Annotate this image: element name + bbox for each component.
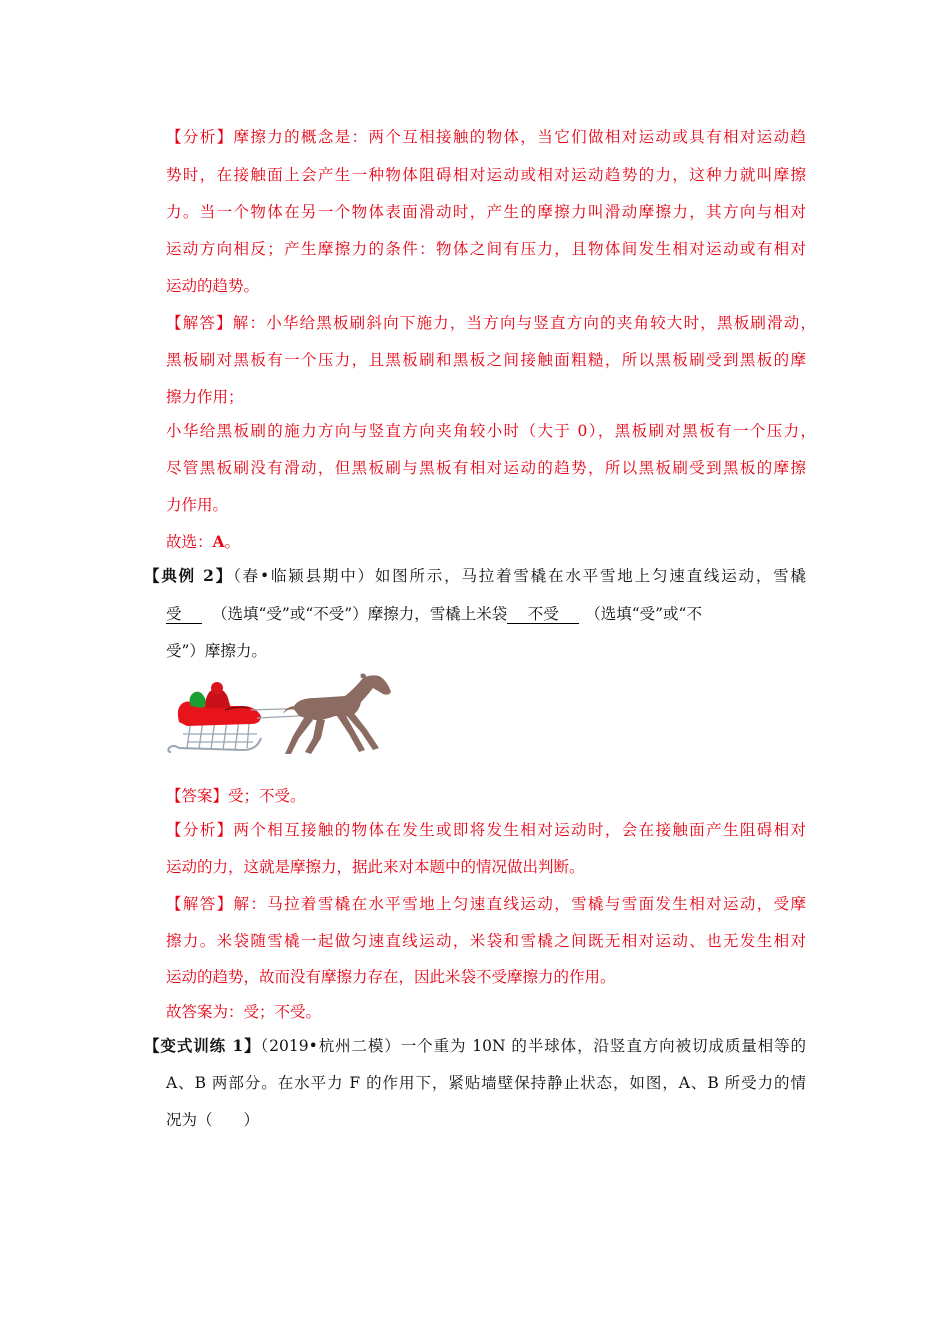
solution-line-5: 尽管黑板刷没有滑动，但黑板刷与黑板有相对运动的趋势，所以黑板刷受到黑板的摩擦 [166, 459, 806, 477]
solution-tag: 【解答】 [166, 314, 233, 332]
analysis-tag: 【分析】 [166, 128, 234, 146]
example2-line-1: 【典例 2】（春•临颍县期中）如图所示，马拉着雪橇在水平雪地上匀速直线运动，雪橇 [144, 566, 806, 585]
choice-line: 故选：A。 [166, 532, 241, 551]
horse-sleigh-illustration [165, 672, 393, 758]
analysis-line-5: 运动的趋势。 [166, 277, 260, 295]
analysis-line-4: 运动方向相反；产生摩擦力的条件：物体之间有压力，且物体间发生相对运动或有相对 [166, 240, 806, 258]
variant1-line-1: 【变式训练 1】（2019•杭州二模）一个重为 10N 的半球体，沿竖直方向被切成质量相等的 [144, 1036, 806, 1055]
solution-line-2: 黑板刷对黑板有一个压力，且黑板刷和黑板之间接触面粗糙，所以黑板刷受到黑板的摩 [166, 351, 806, 369]
answer-blank-1: 受 [166, 605, 202, 624]
analysis-line-2: 势时，在接触面上会产生一种物体阻碍相对运动或相对运动趋势的力，这种力就叫摩擦 [166, 166, 806, 184]
rice-sack [190, 692, 206, 708]
answer-line: 【答案】受；不受。 [166, 787, 306, 805]
analysis2-line-1: 【分析】两个相互接触的物体在发生或即将发生相对运动时，会在接触面产生阻碍相对 [166, 821, 806, 839]
solution-line-3: 擦力作用； [166, 388, 244, 406]
analysis-line-3: 力。当一个物体在另一个物体表面滑动时，产生的摩擦力叫滑动摩擦力，其方向与相对 [166, 203, 806, 221]
final-answer-line: 故答案为：受；不受。 [166, 1003, 322, 1021]
analysis2-line-2: 运动的力，这就是摩擦力，据此来对本题中的情况做出判断。 [166, 858, 585, 876]
solution-line-6: 力作用。 [166, 496, 229, 514]
solution-line-1: 【解答】解：小华给黑板刷斜向下施力，当方向与竖直方向的夹角较大时，黑板刷滑动， [166, 314, 816, 332]
solution2-line-1: 【解答】解：马拉着雪橇在水平雪地上匀速直线运动，雪橇与雪面发生相对运动，受摩 [166, 895, 806, 913]
example2-line-2: 受 （选填“受”或“不受”）摩擦力，雪橇上米袋 不受 （选填“受”或“不 [166, 605, 702, 623]
analysis2-tag: 【分析】 [166, 821, 234, 839]
analysis-line-1: 【分析】摩擦力的概念是：两个互相接触的物体，当它们做相对运动或具有相对运动趋 [166, 128, 806, 146]
variant1-line-2: A、B 两部分。在水平力 F 的作用下，紧贴墙壁保持静止状态，如图，A、B 所受力的情 [166, 1074, 806, 1092]
answer-blank-2: 不受 [507, 605, 579, 624]
solution2-line-2: 擦力。米袋随雪橇一起做匀速直线运动，米袋和雪橇之间既无相对运动、也无发生相对 [166, 932, 806, 950]
variant1-tag: 【变式训练 1】 [144, 1036, 261, 1055]
choice-answer: A [212, 532, 225, 551]
solution2-tag: 【解答】 [166, 895, 234, 913]
variant1-line-3: 况为（ ） [166, 1111, 260, 1129]
solution-line-4: 小华给黑板刷的施力方向与竖直方向夹角较小时（大于 0），黑板刷对黑板有一个压力， [166, 422, 816, 440]
horse [283, 674, 391, 755]
example2-tag: 【典例 2】 [144, 566, 234, 585]
answer-tag: 【答案】 [166, 787, 229, 805]
example2-line-3: 受”）摩擦力。 [166, 642, 267, 660]
solution2-line-3: 运动的趋势，故而没有摩擦力存在，因此米袋不受摩擦力的作用。 [166, 968, 616, 986]
